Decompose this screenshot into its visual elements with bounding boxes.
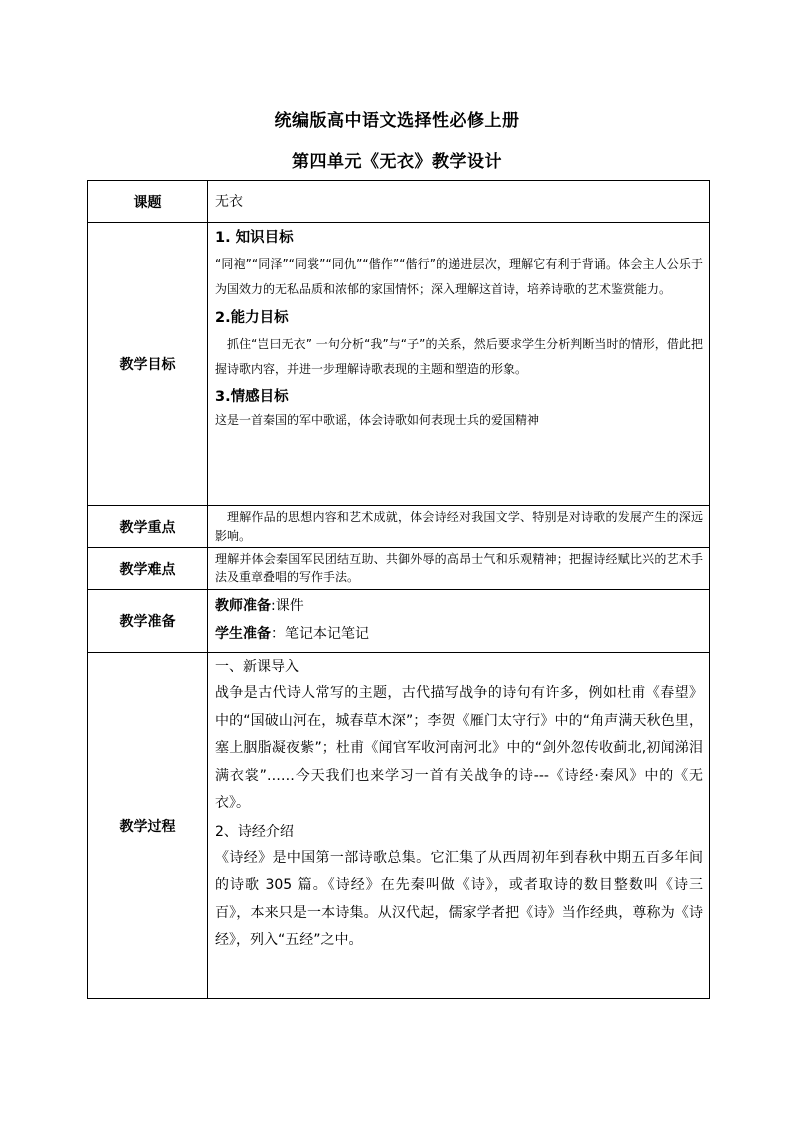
- value-difficulty: [208, 548, 710, 590]
- row-goals: [88, 223, 710, 506]
- ability-text: 抓住“岂曰无衣” 一句分析“我”与“子”的关系，然后要求学生分析判断当时的情形，借此把握诗歌内容，并进一步理解诗歌表现的主题和塑造的形象。: [215, 337, 703, 376]
- value-key: [208, 506, 710, 548]
- label-difficulty: 教学难点: [88, 548, 208, 590]
- knowledge-text: “同袍”“同泽”“同裳”“同仇”“偕作”“偕行”的递进层次，理解它有利于背诵。体会主人公乐于为国效力的无私品质和浓郁的家国情怀；深入理解这首诗，培养诗歌的艺术鉴赏能力。: [215, 257, 703, 296]
- document-subtitle: 第四单元《无衣》教学设计: [292, 152, 502, 172]
- document-title: 统编版高中语文选择性必修上册: [274, 111, 520, 131]
- emotion-text: 这是一首秦国的军中歌谣，体会诗歌如何表现士兵的爱国精神: [215, 413, 540, 427]
- student-prep-value: ：笔记本记笔记: [271, 626, 369, 642]
- row-process: [88, 653, 710, 999]
- teacher-prep: [215, 592, 703, 620]
- row-difficulty: [88, 548, 710, 590]
- step2-heading: 2、诗经介绍: [215, 823, 294, 840]
- value-topic: [208, 181, 710, 223]
- lesson-plan-table: [87, 180, 710, 999]
- value-prep: [208, 590, 710, 653]
- ability-heading: 2.能力目标: [215, 310, 289, 326]
- knowledge-heading: 1. 知识目标: [215, 230, 294, 246]
- label-goals: 教学目标: [88, 223, 208, 506]
- label-topic: 课题: [88, 181, 208, 223]
- teacher-prep-label: 教师准备: [215, 598, 271, 614]
- row-topic: [88, 181, 710, 223]
- topic-value: 无衣: [215, 193, 243, 210]
- student-prep: [215, 620, 703, 648]
- label-prep: 教学准备: [88, 590, 208, 653]
- step1-text: 战争是古代诗人常写的主题，古代描写战争的诗句有许多，例如杜甫《春望》中的“国破山河在，城春草木深”；李贺《雁门太守行》中的“角声满天秋色里，塞上胭脂凝夜紫”；杜甫《闻官军收河南河北》中的“剑外忽传收蓟北,初闻涕泪满衣裳”……今天我们也来学习一首有关战争的诗---《诗经·秦风》中的《无衣》。: [215, 685, 703, 811]
- label-key: 教学重点: [88, 506, 208, 548]
- key-text: 理解作品的思想内容和艺术成就，体会诗经对我国文学、特别是对诗歌的发展产生的深远影响。: [215, 510, 703, 543]
- value-process: [208, 653, 710, 999]
- value-goals: [208, 223, 710, 506]
- row-key: [88, 506, 710, 548]
- teacher-prep-value: :课件: [271, 598, 304, 614]
- step1-heading: 一、新课导入: [215, 659, 299, 675]
- difficulty-text: 理解并体会秦国军民团结互助、共御外辱的高昂士气和乐观精神；把握诗经赋比兴的艺术手法及重章叠唱的写作手法。: [215, 552, 703, 584]
- step2-text: 《诗经》是中国第一部诗歌总集。它汇集了从西周初年到春秋中期五百多年间的诗歌 305 篇。《诗经》在先秦叫做《诗》，或者取诗的数目整数叫《诗三百》，本来只是一本诗集。从汉代起，儒家学者把《诗》当作经典，尊称为《诗经》，列入“五经”之中。: [215, 849, 703, 948]
- emotion-heading: 3.情感目标: [215, 389, 289, 405]
- student-prep-label: 学生准备: [215, 626, 271, 642]
- label-process: 教学过程: [88, 653, 208, 999]
- row-prep: [88, 590, 710, 653]
